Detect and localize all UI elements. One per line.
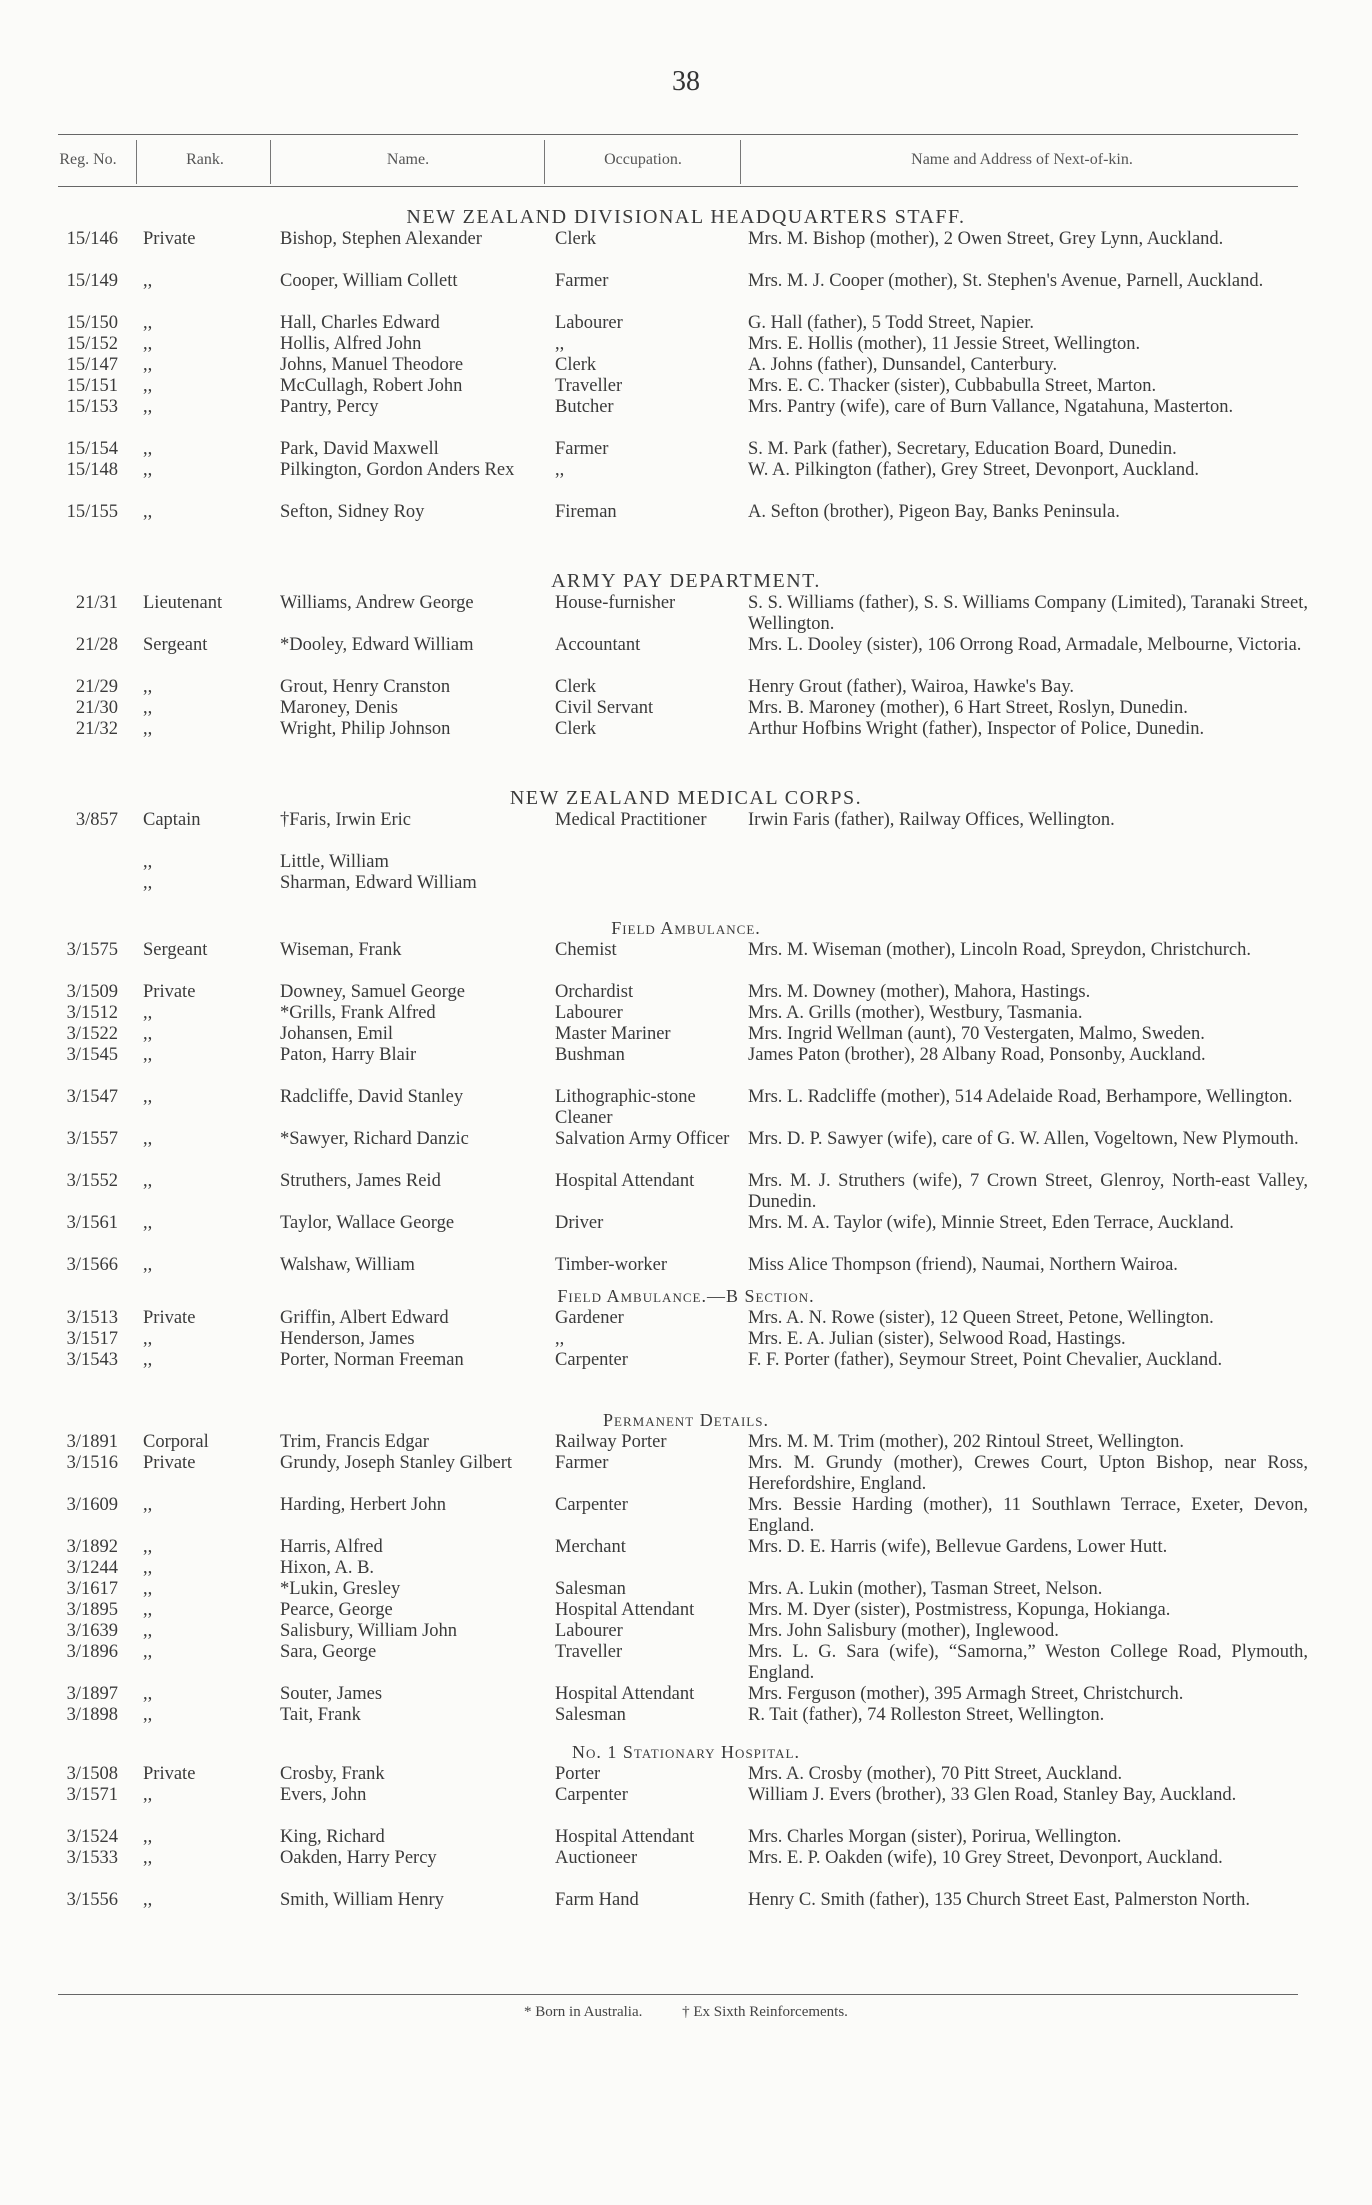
soldier-name: Park, David Maxwell xyxy=(280,439,439,459)
soldier-name: *Sawyer, Richard Danzic xyxy=(280,1129,469,1149)
next-of-kin: Mrs. Ingrid Wellman (aunt), 70 Vestergaten, Malmo, Sweden. xyxy=(748,1024,1205,1044)
soldier-name: Harris, Alfred xyxy=(280,1537,383,1557)
reg-number: 15/146 xyxy=(66,229,118,249)
reg-number: 3/1512 xyxy=(66,1003,118,1023)
soldier-name: Sharman, Edward William xyxy=(280,873,477,893)
next-of-kin: Henry C. Smith (father), 135 Church Street East, Palmerston North. xyxy=(748,1890,1250,1910)
occupation: Hospital Attendant xyxy=(555,1171,695,1191)
soldier-name: King, Richard xyxy=(280,1827,385,1847)
header-rank: Rank. xyxy=(186,151,224,168)
next-of-kin: Henry Grout (father), Wairoa, Hawke's Bay. xyxy=(748,677,1074,697)
rank: ,, xyxy=(143,1329,153,1349)
reg-number: 21/30 xyxy=(75,698,118,718)
soldier-name: Tait, Frank xyxy=(280,1705,361,1725)
rank: ,, xyxy=(143,1705,153,1725)
table-row xyxy=(0,1600,1372,1621)
soldier-name: Cooper, William Collett xyxy=(280,271,458,291)
next-of-kin: Mrs. Pantry (wife), care of Burn Vallance, Ngatahuna, Masterton. xyxy=(748,397,1234,417)
table-row xyxy=(0,852,1372,873)
reg-number: 3/1556 xyxy=(66,1890,118,1910)
section-title: Field Ambulance.—B Section. xyxy=(557,1286,815,1306)
next-of-kin: G. Hall (father), 5 Todd Street, Napier. xyxy=(748,313,1035,333)
header-bottom-rule xyxy=(58,186,1298,187)
occupation: Clerk xyxy=(555,355,597,375)
reg-number: 3/1609 xyxy=(66,1495,118,1515)
soldier-name: Grout, Henry Cranston xyxy=(280,677,451,697)
soldier-name: Griffin, Albert Edward xyxy=(280,1308,449,1328)
table-row xyxy=(0,334,1372,355)
rank: ,, xyxy=(143,719,153,739)
occupation: Driver xyxy=(555,1213,604,1233)
table-row xyxy=(0,1432,1372,1453)
occupation: Carpenter xyxy=(555,1785,628,1805)
occupation: Hospital Attendant xyxy=(555,1600,695,1620)
reg-number: 21/28 xyxy=(75,635,118,655)
reg-number: 3/1575 xyxy=(66,940,118,960)
rank: ,, xyxy=(143,1024,153,1044)
next-of-kin: Mrs. Charles Morgan (sister), Porirua, Wellington. xyxy=(748,1827,1122,1847)
next-of-kin: Mrs. M. Bishop (mother), 2 Owen Street, Grey Lynn, Auckland. xyxy=(748,229,1224,249)
soldier-name: Pantry, Percy xyxy=(280,397,379,417)
next-of-kin: Mrs. M. J. Cooper (mother), St. Stephen's Avenue, Parnell, Auckland. xyxy=(748,271,1264,291)
reg-number: 3/1513 xyxy=(66,1308,118,1328)
footnote-ex-sixth-reinforcements: † Ex Sixth Reinforcements. xyxy=(682,2004,848,2020)
rank: ,, xyxy=(143,1350,153,1370)
reg-number: 15/151 xyxy=(66,376,118,396)
table-row xyxy=(0,1495,1372,1537)
reg-number: 3/1533 xyxy=(66,1848,118,1868)
table-row xyxy=(0,940,1372,982)
table-row xyxy=(0,1705,1372,1726)
table-row xyxy=(0,1764,1372,1785)
occupation: Clerk xyxy=(555,229,597,249)
occupation: Accountant xyxy=(555,635,641,655)
soldier-name: Sara, George xyxy=(280,1642,377,1662)
table-row xyxy=(0,810,1372,852)
rank: ,, xyxy=(143,439,153,459)
occupation: House-furnisher xyxy=(555,593,676,613)
rank: ,, xyxy=(143,376,153,396)
table-row xyxy=(0,1642,1372,1684)
occupation: Gardener xyxy=(555,1308,624,1328)
reg-number: 3/1557 xyxy=(66,1129,118,1149)
occupation: Master Mariner xyxy=(555,1024,671,1044)
table-row xyxy=(0,397,1372,439)
table-row xyxy=(0,1003,1372,1024)
reg-number: 3/1545 xyxy=(66,1045,118,1065)
section-title: No. 1 Stationary Hospital. xyxy=(572,1742,800,1762)
soldier-name: Wiseman, Frank xyxy=(280,940,402,960)
table-row xyxy=(0,1171,1372,1213)
soldier-name: Porter, Norman Freeman xyxy=(280,1350,464,1370)
reg-number: 3/1547 xyxy=(66,1087,118,1107)
rank: ,, xyxy=(143,1785,153,1805)
rank: ,, xyxy=(143,502,153,522)
footnotes xyxy=(0,2004,1372,2021)
reg-number: 15/150 xyxy=(66,313,118,333)
table-row xyxy=(0,1045,1372,1087)
soldier-name: *Dooley, Edward William xyxy=(280,635,474,655)
occupation: Clerk xyxy=(555,719,597,739)
reg-number: 3/1571 xyxy=(66,1785,118,1805)
occupation: Chemist xyxy=(555,940,617,960)
rank: ,, xyxy=(143,1827,153,1847)
soldier-name: Crosby, Frank xyxy=(280,1764,385,1784)
rank: ,, xyxy=(143,677,153,697)
header-divider xyxy=(544,140,545,184)
next-of-kin: S. S. Williams (father), S. S. Williams Company (Limited), Taranaki Street, Wellington. xyxy=(748,593,1308,634)
rank: ,, xyxy=(143,1848,153,1868)
rank: ,, xyxy=(143,1045,153,1065)
next-of-kin: Mrs. M. Dyer (sister), Postmistress, Kopunga, Hokianga. xyxy=(748,1600,1171,1620)
header-top-rule xyxy=(58,134,1298,135)
header-divider xyxy=(270,140,271,184)
footnote-born-in-australia: * Born in Australia. xyxy=(524,2004,643,2020)
table-row xyxy=(0,355,1372,376)
rank: ,, xyxy=(143,1579,153,1599)
soldier-name: McCullagh, Robert John xyxy=(280,376,463,396)
soldier-name: Little, William xyxy=(280,852,389,872)
table-row xyxy=(0,1129,1372,1171)
reg-number: 3/1897 xyxy=(66,1684,118,1704)
soldier-name: *Grills, Frank Alfred xyxy=(280,1003,436,1023)
occupation: ,, xyxy=(555,1329,565,1349)
rank: ,, xyxy=(143,355,153,375)
reg-number: 3/1524 xyxy=(66,1827,118,1847)
reg-number: 15/154 xyxy=(66,439,118,459)
soldier-name: Smith, William Henry xyxy=(280,1890,444,1910)
next-of-kin: Mrs. L. Dooley (sister), 106 Orrong Road, Armadale, Melbourne, Victoria. xyxy=(748,635,1302,655)
soldier-name: Hollis, Alfred John xyxy=(280,334,422,354)
next-of-kin: Mrs. E. Hollis (mother), 11 Jessie Street, Wellington. xyxy=(748,334,1141,354)
next-of-kin: Mrs. L. G. Sara (wife), “Samorna,” Weston College Road, Plymouth, England. xyxy=(748,1642,1308,1683)
occupation: Traveller xyxy=(555,376,623,396)
page-number: 38 xyxy=(672,66,700,97)
occupation: Traveller xyxy=(555,1642,623,1662)
reg-number: 3/1891 xyxy=(66,1432,118,1452)
occupation: Porter xyxy=(555,1764,601,1784)
next-of-kin: Mrs. A. Crosby (mother), 70 Pitt Street, Auckland. xyxy=(748,1764,1123,1784)
reg-number: 21/31 xyxy=(75,593,118,613)
rank: Private xyxy=(143,1308,196,1328)
occupation: Carpenter xyxy=(555,1495,628,1515)
table-row xyxy=(0,271,1372,313)
reg-number: 3/1509 xyxy=(66,982,118,1002)
occupation: Auctioneer xyxy=(555,1848,638,1868)
reg-number: 15/153 xyxy=(66,397,118,417)
rank: ,, xyxy=(143,313,153,333)
table-row xyxy=(0,313,1372,334)
table-row xyxy=(0,1621,1372,1642)
next-of-kin: Mrs. M. M. Trim (mother), 202 Rintoul Street, Wellington. xyxy=(748,1432,1185,1452)
next-of-kin: Miss Alice Thompson (friend), Naumai, Northern Wairoa. xyxy=(748,1255,1178,1275)
next-of-kin: William J. Evers (brother), 33 Glen Road, Stanley Bay, Auckland. xyxy=(748,1785,1237,1805)
soldier-name: Oakden, Harry Percy xyxy=(280,1848,437,1868)
rank: Private xyxy=(143,229,196,249)
next-of-kin: Irwin Faris (father), Railway Offices, Wellington. xyxy=(748,810,1115,830)
reg-number: 15/149 xyxy=(66,271,118,291)
section-title: Permanent Details. xyxy=(603,1410,769,1430)
soldier-name: Taylor, Wallace George xyxy=(280,1213,455,1233)
rank: ,, xyxy=(143,1558,153,1578)
table-row xyxy=(0,1890,1372,1932)
rank: ,, xyxy=(143,1537,153,1557)
section-title: Field Ambulance. xyxy=(611,918,761,938)
rank: ,, xyxy=(143,1495,153,1515)
next-of-kin: Mrs. D. E. Harris (wife), Bellevue Gardens, Lower Hutt. xyxy=(748,1537,1168,1557)
rank: ,, xyxy=(143,1600,153,1620)
header-divider xyxy=(136,140,137,184)
table-row xyxy=(0,1255,1372,1276)
next-of-kin: A. Johns (father), Dunsandel, Canterbury. xyxy=(748,355,1058,375)
rank: ,, xyxy=(143,271,153,291)
rank: ,, xyxy=(143,873,153,893)
soldier-name: Pilkington, Gordon Anders Rex xyxy=(280,460,515,480)
table-row xyxy=(0,1213,1372,1255)
reg-number: 21/29 xyxy=(75,677,118,697)
next-of-kin: Mrs. M. A. Taylor (wife), Minnie Street, Eden Terrace, Auckland. xyxy=(748,1213,1234,1233)
table-row xyxy=(0,1537,1372,1558)
next-of-kin: Mrs. John Salisbury (mother), Inglewood. xyxy=(748,1621,1059,1641)
rank: Private xyxy=(143,1453,196,1473)
rank: ,, xyxy=(143,1003,153,1023)
reg-number: 21/32 xyxy=(75,719,118,739)
occupation: Butcher xyxy=(555,397,614,417)
reg-number: 3/1566 xyxy=(66,1255,118,1275)
soldier-name: Pearce, George xyxy=(280,1600,393,1620)
table-row xyxy=(0,1684,1372,1705)
header-next-of-kin: Name and Address of Next-of-kin. xyxy=(911,151,1133,168)
soldier-name: Grundy, Joseph Stanley Gilbert xyxy=(280,1453,513,1473)
next-of-kin: F. F. Porter (father), Seymour Street, Point Chevalier, Auckland. xyxy=(748,1350,1223,1370)
soldier-name: Salisbury, William John xyxy=(280,1621,458,1641)
table-row xyxy=(0,982,1372,1003)
occupation: Lithographic-stone Cleaner xyxy=(555,1087,696,1128)
next-of-kin: A. Sefton (brother), Pigeon Bay, Banks Peninsula. xyxy=(748,502,1120,522)
reg-number: 3/1561 xyxy=(66,1213,118,1233)
footnote-rule xyxy=(58,1994,1298,1995)
soldier-name: Williams, Andrew George xyxy=(280,593,474,613)
table-row xyxy=(0,1785,1372,1827)
rank: ,, xyxy=(143,1684,153,1704)
next-of-kin: Mrs. Bessie Harding (mother), 11 Southlawn Terrace, Exeter, Devon, England. xyxy=(748,1495,1308,1536)
soldier-name: Downey, Samuel George xyxy=(280,982,465,1002)
soldier-name: Maroney, Denis xyxy=(280,698,398,718)
occupation: Clerk xyxy=(555,677,597,697)
reg-number: 3/1895 xyxy=(66,1600,118,1620)
rank: ,, xyxy=(143,852,153,872)
occupation: ,, xyxy=(555,460,565,480)
occupation: Farmer xyxy=(555,439,609,459)
soldier-name: *Lukin, Gresley xyxy=(280,1579,401,1599)
occupation: Salesman xyxy=(555,1579,626,1599)
header-occupation: Occupation. xyxy=(604,151,682,168)
header-name: Name. xyxy=(386,151,430,168)
table-row xyxy=(0,1453,1372,1495)
soldier-name: Wright, Philip Johnson xyxy=(280,719,451,739)
reg-number: 3/1898 xyxy=(66,1705,118,1725)
roll-content xyxy=(0,205,1372,1932)
soldier-name: Struthers, James Reid xyxy=(280,1171,441,1191)
rank: ,, xyxy=(143,334,153,354)
table-row xyxy=(0,376,1372,397)
next-of-kin: Mrs. L. Radcliffe (mother), 514 Adelaide Road, Berhampore, Wellington. xyxy=(748,1087,1293,1107)
soldier-name: Trim, Francis Edgar xyxy=(280,1432,429,1452)
occupation: Timber-worker xyxy=(555,1255,667,1275)
soldier-name: Souter, James xyxy=(280,1684,383,1704)
reg-number: 3/1552 xyxy=(66,1171,118,1191)
rank: Private xyxy=(143,1764,196,1784)
occupation: Orchardist xyxy=(555,982,634,1002)
table-row xyxy=(0,1579,1372,1600)
rank: ,, xyxy=(143,397,153,417)
table-row xyxy=(0,439,1372,460)
reg-number: 3/1639 xyxy=(66,1621,118,1641)
table-row xyxy=(0,873,1372,894)
soldier-name: Walshaw, William xyxy=(280,1255,415,1275)
next-of-kin: Mrs. B. Maroney (mother), 6 Hart Street, Roslyn, Dunedin. xyxy=(748,698,1188,718)
next-of-kin: Mrs. E. P. Oakden (wife), 10 Grey Street, Devonport, Auckland. xyxy=(748,1848,1223,1868)
next-of-kin: S. M. Park (father), Secretary, Education Board, Dunedin. xyxy=(748,439,1177,459)
next-of-kin: Mrs. M. Wiseman (mother), Lincoln Road, Spreydon, Christchurch. xyxy=(748,940,1251,960)
rank: ,, xyxy=(143,1255,153,1275)
next-of-kin: Mrs. M. Grundy (mother), Crewes Court, Upton Bishop, near Ross, Herefordshire, England. xyxy=(748,1453,1308,1494)
table-row xyxy=(0,1350,1372,1392)
soldier-name: Radcliffe, David Stanley xyxy=(280,1087,464,1107)
next-of-kin: Mrs. E. C. Thacker (sister), Cubbabulla Street, Marton. xyxy=(748,376,1157,396)
reg-number: 3/857 xyxy=(75,810,118,830)
table-row xyxy=(0,502,1372,523)
rank: ,, xyxy=(143,460,153,480)
section-title: NEW ZEALAND DIVISIONAL HEADQUARTERS STAFF. xyxy=(406,206,966,228)
occupation: Labourer xyxy=(555,1003,623,1023)
reg-number: 15/152 xyxy=(66,334,118,354)
table-row xyxy=(0,635,1372,677)
soldier-name: Evers, John xyxy=(280,1785,367,1805)
next-of-kin: Mrs. A. N. Rowe (sister), 12 Queen Street, Petone, Wellington. xyxy=(748,1308,1214,1328)
table-row xyxy=(0,460,1372,502)
soldier-name: Henderson, James xyxy=(280,1329,415,1349)
occupation: Bushman xyxy=(555,1045,625,1065)
occupation: ,, xyxy=(555,334,565,354)
occupation: Medical Practitioner xyxy=(555,810,707,830)
section-title: ARMY PAY DEPARTMENT. xyxy=(551,570,821,592)
table-row xyxy=(0,1558,1372,1579)
table-row xyxy=(0,1329,1372,1350)
rank: Captain xyxy=(143,810,201,830)
table-row xyxy=(0,698,1372,719)
soldier-name: Harding, Herbert John xyxy=(280,1495,446,1515)
rank: ,, xyxy=(143,1171,153,1191)
reg-number: 3/1516 xyxy=(66,1453,118,1473)
next-of-kin: R. Tait (father), 74 Rolleston Street, Wellington. xyxy=(748,1705,1105,1725)
next-of-kin: W. A. Pilkington (father), Grey Street, Devonport, Auckland. xyxy=(748,460,1199,480)
rank: ,, xyxy=(143,1213,153,1233)
occupation: Farmer xyxy=(555,1453,609,1473)
soldier-name: Bishop, Stephen Alexander xyxy=(280,229,482,249)
reg-number: 3/1617 xyxy=(66,1579,118,1599)
occupation: Railway Porter xyxy=(555,1432,667,1452)
occupation: Salesman xyxy=(555,1705,626,1725)
rank: ,, xyxy=(143,1087,153,1107)
next-of-kin: James Paton (brother), 28 Albany Road, Ponsonby, Auckland. xyxy=(748,1045,1206,1065)
soldier-name: †Faris, Irwin Eric xyxy=(280,810,412,830)
rank: Sergeant xyxy=(143,940,208,960)
next-of-kin: Mrs. A. Lukin (mother), Tasman Street, Nelson. xyxy=(748,1579,1103,1599)
rank: ,, xyxy=(143,1890,153,1910)
table-row xyxy=(0,677,1372,698)
rank: ,, xyxy=(143,1621,153,1641)
header-reg: Reg. No. xyxy=(59,151,117,168)
rank: Corporal xyxy=(143,1432,209,1452)
table-row xyxy=(0,1087,1372,1129)
occupation: Salvation Army Officer xyxy=(555,1129,730,1149)
occupation: Civil Servant xyxy=(555,698,654,718)
table-row xyxy=(0,1308,1372,1329)
table-row xyxy=(0,1827,1372,1848)
reg-number: 15/147 xyxy=(66,355,118,375)
reg-number: 3/1244 xyxy=(66,1558,118,1578)
occupation: Merchant xyxy=(555,1537,626,1557)
next-of-kin: Arthur Hofbins Wright (father), Inspector of Police, Dunedin. xyxy=(748,719,1205,739)
occupation: Farmer xyxy=(555,271,609,291)
table-row xyxy=(0,1848,1372,1890)
soldier-name: Johns, Manuel Theodore xyxy=(280,355,464,375)
occupation: Labourer xyxy=(555,313,623,333)
reg-number: 15/155 xyxy=(66,502,118,522)
reg-number: 3/1517 xyxy=(66,1329,118,1349)
occupation: Hospital Attendant xyxy=(555,1684,695,1704)
reg-number: 15/148 xyxy=(66,460,118,480)
reg-number: 3/1508 xyxy=(66,1764,118,1784)
reg-number: 3/1896 xyxy=(66,1642,118,1662)
section-title: NEW ZEALAND MEDICAL CORPS. xyxy=(509,787,863,809)
occupation: Hospital Attendant xyxy=(555,1827,695,1847)
next-of-kin: Mrs. M. Downey (mother), Mahora, Hastings. xyxy=(748,982,1091,1002)
soldier-name: Johansen, Emil xyxy=(280,1024,394,1044)
reg-number: 3/1543 xyxy=(66,1350,118,1370)
soldier-name: Hixon, A. B. xyxy=(280,1558,375,1578)
occupation: Fireman xyxy=(555,502,617,522)
next-of-kin: Mrs. E. A. Julian (sister), Selwood Road, Hastings. xyxy=(748,1329,1126,1349)
occupation: Farm Hand xyxy=(555,1890,639,1910)
next-of-kin: Mrs. A. Grills (mother), Westbury, Tasmania. xyxy=(748,1003,1083,1023)
rank: ,, xyxy=(143,1129,153,1149)
rank: Private xyxy=(143,982,196,1002)
table-row xyxy=(0,229,1372,271)
soldier-name: Hall, Charles Edward xyxy=(280,313,440,333)
rank: Lieutenant xyxy=(143,593,223,613)
rank: ,, xyxy=(143,1642,153,1662)
next-of-kin: Mrs. Ferguson (mother), 395 Armagh Street, Christchurch. xyxy=(748,1684,1184,1704)
soldier-name: Paton, Harry Blair xyxy=(280,1045,417,1065)
header-divider xyxy=(740,140,741,184)
table-row xyxy=(0,1024,1372,1045)
reg-number: 3/1892 xyxy=(66,1537,118,1557)
rank: ,, xyxy=(143,698,153,718)
next-of-kin: Mrs. D. P. Sawyer (wife), care of G. W. Allen, Vogeltown, New Plymouth. xyxy=(748,1129,1299,1149)
rank: Sergeant xyxy=(143,635,208,655)
next-of-kin: Mrs. M. J. Struthers (wife), 7 Crown Street, Glenroy, North-east Valley, Dunedin. xyxy=(748,1171,1308,1212)
soldier-name: Sefton, Sidney Roy xyxy=(280,502,425,522)
table-row xyxy=(0,593,1372,635)
table-row xyxy=(0,719,1372,740)
reg-number: 3/1522 xyxy=(66,1024,118,1044)
occupation: Carpenter xyxy=(555,1350,628,1370)
occupation: Labourer xyxy=(555,1621,623,1641)
